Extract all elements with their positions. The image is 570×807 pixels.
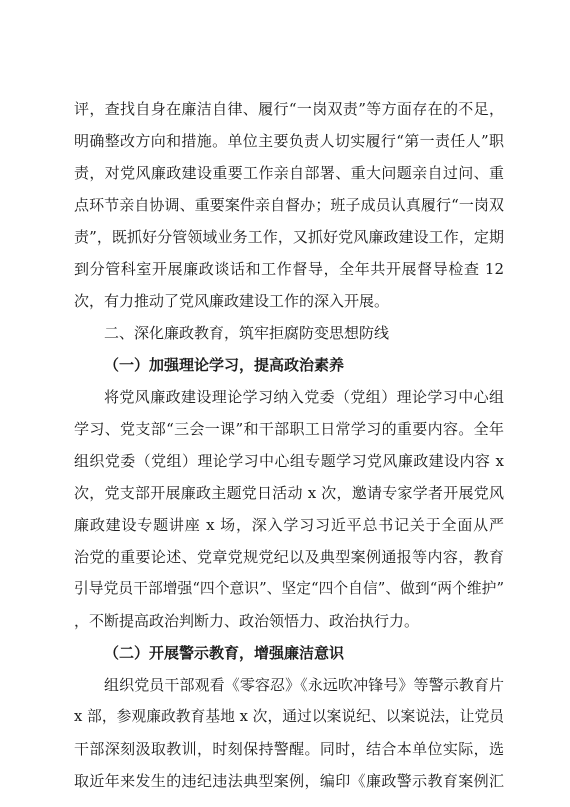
text-line: 组织党员干部观看《零容忍》《永远吹冲锋号》等警示教育片 [104, 676, 504, 694]
text-line: 责”，既抓好分管领域业务工作，又抓好党风廉政建设工作，定期 [74, 228, 504, 246]
section-heading: （二）开展警示教育，增强廉洁意识 [104, 644, 345, 662]
text-line: x 部，参观廉政教育基地 x 次，通过以案说纪、以案说法，让党员 [74, 708, 504, 725]
text-line: 廉政建设专题讲座 x 场，深入学习习近平总书记关于全面从严 [74, 516, 504, 534]
text-line: 点环节亲自协调、重要案件亲自督办；班子成员认真履行“一岗双 [74, 196, 504, 214]
text-line: 取近年来发生的违纪违法典型案例，编印《廉政警示教育案例汇 [74, 772, 504, 790]
text-line: 次，有力推动了党风廉政建设工作的深入开展。 [74, 292, 390, 310]
text-line: 到分管科室开展廉政谈话和工作督导，全年共开展督导检查 12 [74, 260, 504, 278]
text-line: 将党风廉政建设理论学习纳入党委（党组）理论学习中心组 [104, 388, 504, 406]
text-line: ，不断提高政治判断力、政治领悟力、政治执行力。 [74, 612, 420, 630]
text-line: 干部深刻汲取教训，时刻保持警醒。同时，结合本单位实际，选 [74, 740, 504, 758]
text-line: 组织党委（党组）理论学习中心组专题学习党风廉政建设内容 x [74, 452, 504, 470]
text-line: 治党的重要论述、党章党规党纪以及典型案例通报等内容，教育 [74, 548, 504, 566]
text-line: 学习、党支部“三会一课”和干部职工日常学习的重要内容。全年 [74, 420, 504, 438]
text-line: 责，对党风廉政建设重要工作亲自部署、重大问题亲自过问、重 [74, 164, 504, 182]
section-heading: （一）加强理论学习，提高政治素养 [104, 356, 345, 374]
text-line: 明确整改方向和措施。单位主要负责人切实履行“第一责任人”职 [74, 132, 504, 150]
text-line: 次，党支部开展廉政主题党日活动 x 次，邀请专家学者开展党风 [74, 484, 504, 502]
document-body [74, 93, 504, 797]
text-line: 评，查找自身在廉洁自律、履行“一岗双责”等方面存在的不足， [74, 100, 504, 118]
text-line: 引导党员干部增强“四个意识”、坚定“四个自信”、做到“两个维护” [74, 580, 504, 597]
text-line: 二、深化廉政教育，筑牢拒腐防变思想防线 [104, 324, 390, 342]
